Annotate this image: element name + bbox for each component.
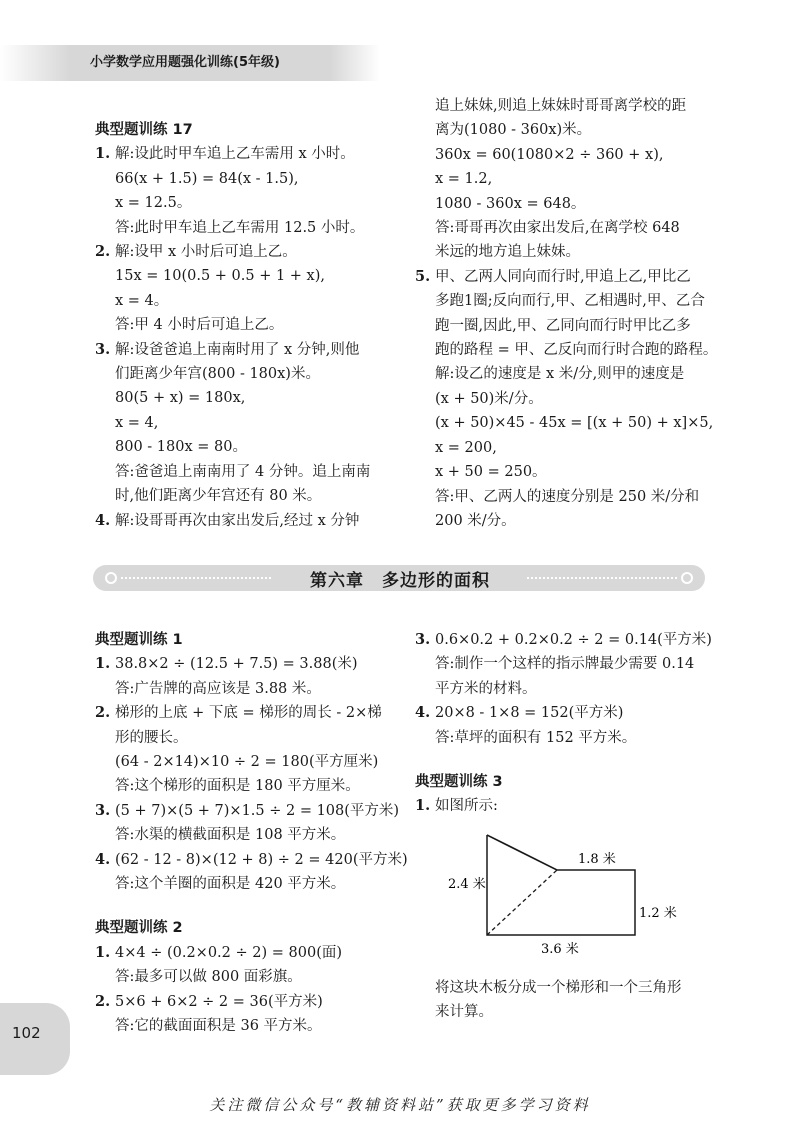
answer-lines [415, 794, 735, 818]
answer-line [95, 799, 405, 823]
answer-lines [415, 976, 735, 1025]
item-number: 3. [415, 631, 431, 648]
answer-line [415, 118, 735, 142]
board-outline [487, 835, 635, 935]
label-top-right: 1.8 米 [578, 852, 616, 867]
answer-line [95, 484, 395, 508]
answer-line [415, 1000, 735, 1024]
line-text: 答:这个梯形的面积是 180 平方厘米。 [115, 778, 360, 795]
line-text: x = 12.5。 [115, 195, 192, 212]
answer-line [415, 289, 735, 313]
answer-line [415, 143, 735, 167]
line-text: 答:水渠的横截面积是 108 平方米。 [115, 827, 346, 844]
answer-line [415, 628, 735, 652]
bottom-right-column [415, 628, 735, 819]
answer-line [415, 216, 735, 240]
answer-line [95, 386, 395, 410]
line-text: 答:甲 4 小时后可追上乙。 [115, 317, 284, 334]
line-text: 20×8 - 1×8 = 152(平方米) [435, 705, 624, 722]
line-text: 答:它的截面面积是 36 平方米。 [115, 1018, 322, 1035]
item-number: 5. [415, 267, 431, 285]
item-number: 1. [95, 145, 111, 163]
line-text: 解:设甲 x 小时后可追上乙。 [115, 244, 297, 261]
line-text: 解:设哥哥再次由家出发后,经过 x 分钟 [115, 512, 360, 529]
item-number: 4. [415, 704, 431, 722]
label-left: 2.4 米 [448, 877, 486, 892]
line-text: 答:草坪的面积有 152 平方米。 [435, 729, 637, 746]
page-number: 102 [12, 1024, 41, 1042]
answer-line [415, 677, 735, 701]
answer-line [95, 872, 405, 896]
line-text: 甲、乙两人同向而行时,甲追上乙,甲比乙 [435, 268, 691, 285]
answer-line [95, 460, 395, 484]
item-number: 1. [95, 655, 111, 673]
answer-line [95, 313, 395, 337]
answer-line [95, 750, 405, 774]
line-text: 答:哥哥再次由家出发后,在离学校 648 [435, 220, 680, 237]
answer-line [415, 387, 735, 411]
line-text: 如图所示: [435, 798, 498, 815]
item-number: 2. [95, 704, 111, 722]
answer-line [95, 848, 408, 872]
answer-line [95, 411, 395, 435]
board-slant-edge [487, 835, 557, 870]
section-heading: 典型题训练 1 [95, 632, 183, 648]
line-text: 38.8×2 ÷ (12.5 + 7.5) = 3.88(米) [115, 656, 358, 673]
line-text: (62 - 12 - 8)×(12 + 8) ÷ 2 = 420(平方米) [115, 851, 408, 868]
line-text: 多跑1圈;反向而行,甲、乙相遇时,甲、乙合 [435, 293, 705, 310]
item-number: 4. [95, 511, 111, 529]
line-text: 跑的路程 = 甲、乙反向而行时合跑的路程。 [435, 342, 718, 359]
answer-line [95, 167, 395, 191]
line-text: 来计算。 [435, 1004, 493, 1021]
line-text: 1080 - 360x = 648。 [435, 195, 586, 212]
answer-lines [415, 628, 735, 750]
answer-line [415, 167, 735, 191]
line-text: 解:设此时甲车追上乙车需用 x 小时。 [115, 146, 355, 163]
line-text: 200 米/分。 [435, 512, 516, 529]
answer-line [415, 338, 735, 362]
line-text: x = 4, [115, 414, 159, 431]
line-text: 形的腰长。 [115, 729, 188, 746]
answer-line [415, 362, 735, 386]
line-text: 追上妹妹,则追上妹妹时哥哥离学校的距 [435, 98, 687, 114]
line-text: 15x = 10(0.5 + 0.5 + 1 + x), [115, 268, 325, 285]
answer-line [95, 509, 395, 533]
answer-line [95, 289, 395, 313]
line-text: (64 - 2×14)×10 ÷ 2 = 180(平方厘米) [115, 754, 379, 771]
answer-line [415, 411, 735, 435]
answer-line [95, 264, 395, 288]
answer-lines [415, 94, 735, 533]
answer-line [95, 677, 405, 701]
answer-line [415, 485, 735, 509]
dashed-divider [487, 870, 557, 935]
answer-line [95, 191, 395, 215]
answer-line [415, 314, 735, 338]
answer-line [95, 990, 405, 1014]
line-text: 解:设乙的速度是 x 米/分,则甲的速度是 [435, 366, 685, 383]
answer-lines [95, 941, 405, 1039]
answer-line [415, 976, 735, 1000]
line-text: (5 + 7)×(5 + 7)×1.5 ÷ 2 = 108(平方米) [115, 802, 400, 819]
answer-line [95, 338, 395, 362]
item-number: 4. [95, 850, 111, 868]
answer-line [95, 701, 405, 725]
answer-line [95, 726, 405, 750]
line-text: 们距离少年宫(800 - 180x)米。 [115, 366, 320, 383]
answer-lines [95, 652, 408, 896]
line-text: 答:这个羊圈的面积是 420 平方米。 [115, 876, 346, 893]
footer-watermark: 关注微信公众号“教辅资料站”获取更多学习资料 [209, 1096, 591, 1114]
item-number: 3. [95, 801, 111, 819]
answer-line [95, 216, 395, 240]
item-number: 2. [95, 992, 111, 1010]
answer-line [95, 652, 405, 676]
answer-line [415, 652, 735, 676]
line-text: 跑一圈,因此,甲、乙同向而行时甲比乙多 [435, 317, 691, 334]
line-text: 答:制作一个这样的指示牌最少需要 0.14 [435, 656, 695, 673]
line-text: 梯形的上底 + 下底 = 梯形的周长 - 2×梯 [115, 705, 382, 722]
line-text: 将这块木板分成一个梯形和一个三角形 [435, 980, 682, 996]
answer-line [415, 240, 735, 264]
answer-line [415, 192, 735, 216]
answer-line [95, 774, 405, 798]
line-text: x + 50 = 250。 [435, 464, 547, 481]
answer-line [415, 460, 735, 484]
line-text: (x + 50)×45 - 45x = [(x + 50) + x]×5, [435, 415, 714, 432]
line-text: x = 4。 [115, 292, 169, 309]
section-heading: 典型题训练 3 [415, 774, 503, 791]
figure-explanation [415, 976, 735, 1025]
book-title: 小学数学应用题强化训练(5年级) [90, 55, 280, 70]
line-text: 答:此时甲车追上乙车需用 12.5 小时。 [115, 219, 365, 236]
answer-line [95, 1014, 405, 1038]
line-text: 80(5 + x) = 180x, [115, 390, 246, 407]
line-text: 平方米的材料。 [435, 680, 537, 697]
line-text: 5×6 + 6×2 ÷ 2 = 36(平方米) [115, 993, 323, 1010]
line-text: 离为(1080 - 360x)米。 [435, 122, 592, 139]
chapter-title: 第六章 多边形的面积 [310, 571, 490, 591]
line-text: 答:最多可以做 800 面彩旗。 [115, 969, 302, 986]
line-text: x = 1.2, [435, 171, 493, 188]
label-right: 1.2 米 [639, 906, 677, 921]
line-text: 时,他们距离少年宫还有 80 米。 [115, 488, 322, 505]
line-text: 4×4 ÷ (0.2×0.2 ÷ 2) = 800(面) [115, 944, 343, 961]
line-text: 360x = 60(1080×2 ÷ 360 + x), [435, 146, 664, 163]
line-text: 答:广告牌的高应该是 3.88 米。 [115, 680, 321, 697]
line-text: 米远的地方追上妹妹。 [435, 244, 580, 261]
answer-line [415, 94, 735, 118]
answer-line [95, 435, 395, 459]
line-text: x = 200, [435, 439, 497, 456]
top-left-column [95, 118, 395, 533]
item-number: 3. [95, 340, 111, 358]
answer-line [95, 240, 395, 264]
answer-line [415, 726, 735, 750]
answer-line [95, 362, 395, 386]
top-right-column [415, 94, 735, 533]
answer-line [95, 823, 405, 847]
board-figure [430, 820, 690, 960]
answer-line [95, 965, 405, 989]
line-text: 解:设爸爸追上南南时用了 x 分钟,则他 [115, 341, 360, 358]
line-text: 66(x + 1.5) = 84(x - 1.5), [115, 170, 299, 187]
line-text: 答:甲、乙两人的速度分别是 250 米/分和 [435, 488, 700, 505]
bottom-left-column [95, 628, 408, 1039]
answer-line [415, 265, 735, 289]
answer-line [415, 436, 735, 460]
section-heading: 典型题训练 17 [95, 122, 193, 138]
answer-line [95, 941, 405, 965]
answer-lines [95, 142, 395, 533]
section-heading: 典型题训练 2 [95, 920, 183, 937]
item-number: 2. [95, 243, 111, 261]
line-text: 答:爸爸追上南南用了 4 分钟。追上南南 [115, 463, 371, 480]
answer-line [415, 509, 735, 533]
label-bottom: 3.6 米 [541, 942, 579, 957]
answer-line [415, 794, 735, 818]
line-text: 800 - 180x = 80。 [115, 439, 247, 456]
item-number: 1. [95, 943, 111, 961]
line-text: (x + 50)米/分。 [435, 390, 543, 407]
answer-line [95, 142, 395, 166]
item-number: 1. [415, 797, 431, 815]
answer-line [415, 701, 735, 725]
line-text: 0.6×0.2 + 0.2×0.2 ÷ 2 = 0.14(平方米) [435, 632, 712, 648]
